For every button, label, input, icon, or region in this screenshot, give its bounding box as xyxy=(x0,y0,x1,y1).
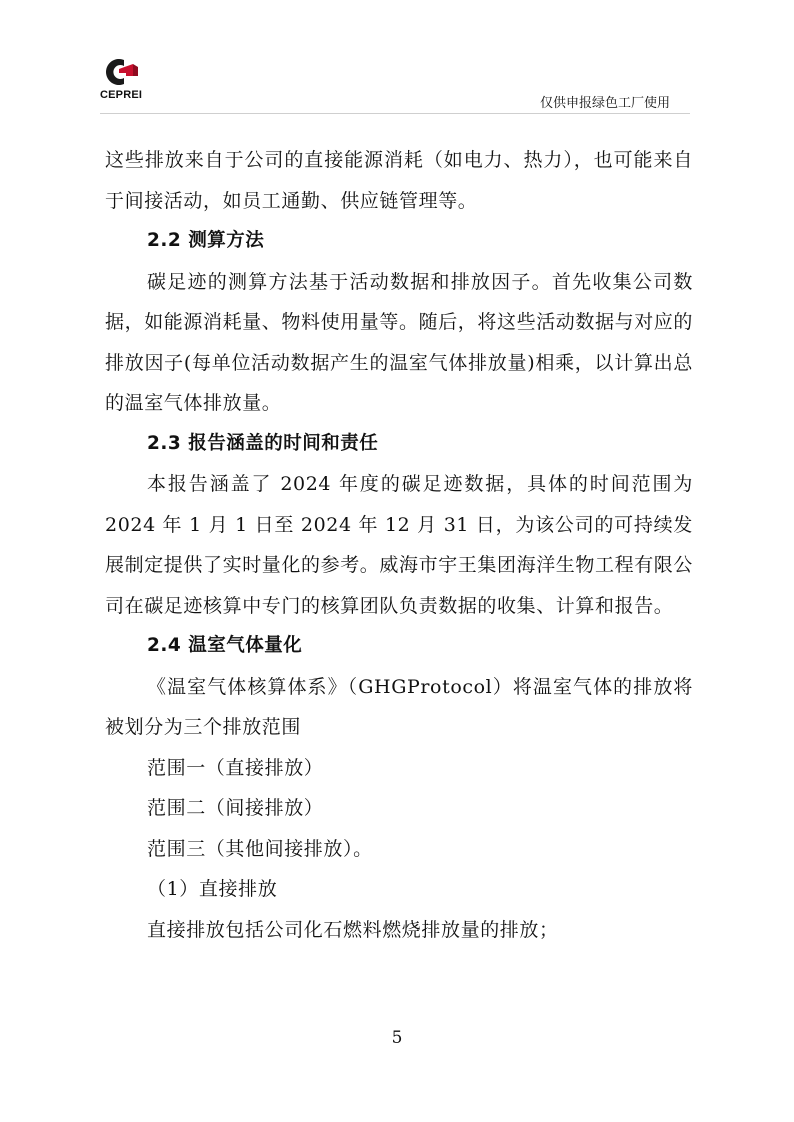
section-heading-2-2: 2.2 测算方法 xyxy=(147,230,265,251)
paragraph-direct-emissions: 直接排放包括公司化石燃料燃烧排放量的排放； xyxy=(147,918,559,941)
section-heading-2-4: 2.4 温室气体量化 xyxy=(147,635,303,656)
ceprei-logo xyxy=(100,56,160,106)
header-note: 仅供申报绿色工厂使用 xyxy=(539,96,670,111)
header-divider xyxy=(100,113,690,114)
paragraph-reporting-period: 本报告涵盖了 2024 年度的碳足迹数据，具体的时间范围为 2024 年 1 月 1 日至 2024 年 12 月 31 日，为该公司的可持续发展制定提供了实时量化的参考。威海市宇王集团海洋生物工程有限公司在碳足迹核算中专门的核算团队负责数据的收集、计算和报告。 xyxy=(105,473,694,617)
ceprei-logo-mark-icon xyxy=(102,56,142,88)
scope-three-item: 范围三（其他间接排放）。 xyxy=(147,837,373,860)
page-number: 5 xyxy=(391,1028,403,1048)
paragraph-ghg-protocol: 《温室气体核算体系》（GHGProtocol）将温室气体的排放将被划分为三个排放范围 xyxy=(105,675,693,738)
paragraph-calculation-method: 碳足迹的测算方法基于活动数据和排放因子。首先收集公司数据，如能源消耗量、物料使用量等。随后，将这些活动数据与对应的排放因子(每单位活动数据产生的温室气体排放量)相乘，以计算出总的温室气体排放量。 xyxy=(105,270,694,414)
paragraph-emission-sources: 这些排放来自于公司的直接能源消耗（如电力、热力），也可能来自于间接活动，如员工通勤、供应链管理等。 xyxy=(105,149,693,212)
logo-text: CEPREI xyxy=(100,89,143,101)
scope-two-item: 范围二（间接排放） xyxy=(147,797,324,819)
subheading-direct-emissions: （1）直接排放 xyxy=(147,878,278,900)
document-body xyxy=(105,140,693,950)
section-heading-2-3: 2.3 报告涵盖的时间和责任 xyxy=(147,432,379,454)
scope-one-item: 范围一（直接排放） xyxy=(147,756,324,779)
